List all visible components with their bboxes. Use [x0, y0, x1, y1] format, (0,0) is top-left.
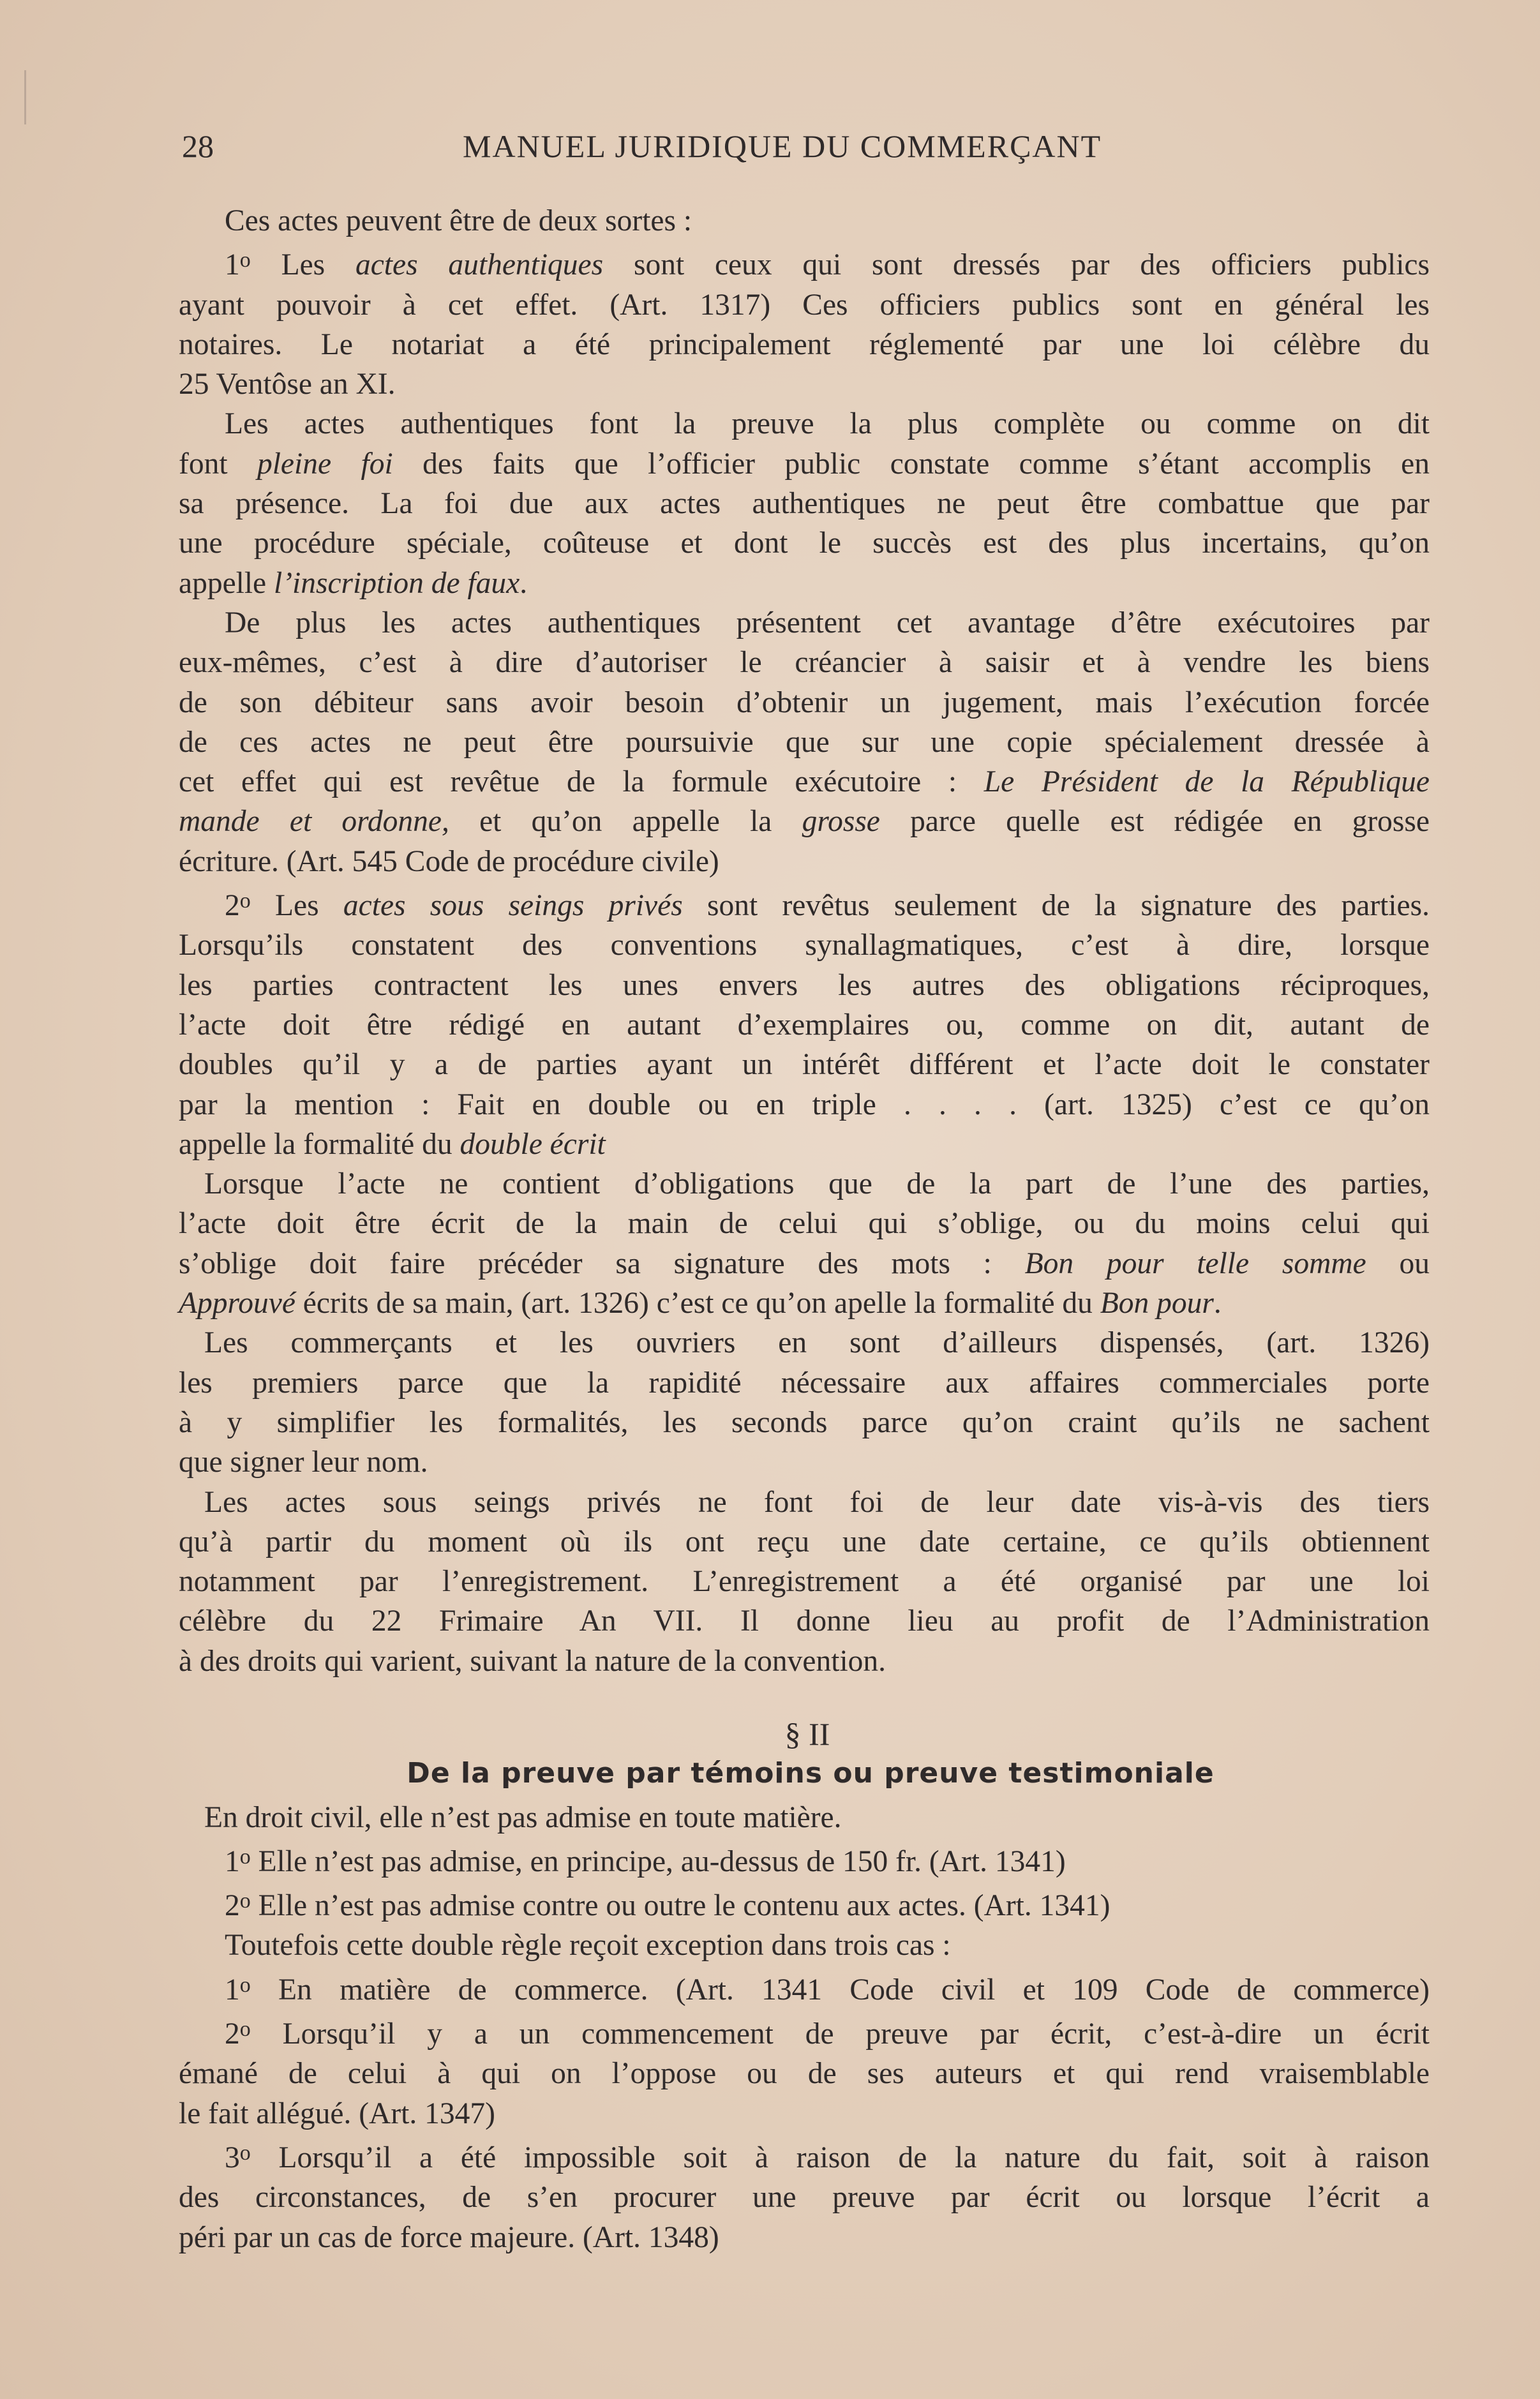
- text-line: qu’à partir du moment où ils ont reçu une date certaine, ce qu’ils obtiennent: [179, 1525, 1430, 1558]
- list-item: [179, 2010, 1430, 2134]
- text-line: les premiers parce que la rapidité nécessaire aux affaires commerciales porte: [179, 1366, 1430, 1400]
- body-text: [179, 201, 1430, 2257]
- text-line: notamment par l’enregistrement. L’enregistrement a été organisé par une loi: [179, 1565, 1430, 1599]
- paragraph-droit-civil: En droit civil, elle n’est pas admise en toute matière.: [204, 1800, 842, 1834]
- text-line: notaires. Le notariat a été principalement réglementé par une loi célèbre du: [179, 327, 1430, 361]
- paragraph-sous-seings-prives: 2$^o$ Les actes sous seings privés sont revêtus seulement de la signature des parties.: [225, 889, 1430, 923]
- text-line: Lorsque l’acte ne contient d’obligations que de la part de l’une des parties,: [204, 1167, 1430, 1201]
- text-line: émané de celui à qui on l’oppose ou de ses auteurs et qui rend vraisemblable: [179, 2057, 1430, 2091]
- text-line: Lorsqu’ils constatent des conventions synallagmatiques, c’est à dire, lorsque: [179, 929, 1430, 962]
- text-line: une procédure spéciale, coûteuse et dont le succès est des plus incertains, qu’on: [179, 527, 1430, 560]
- text-line: à des droits qui varient, suivant la nature de la convention.: [179, 1644, 886, 1678]
- paragraph-actes-authentiques: [179, 241, 1430, 404]
- text-line: des circonstances, de s’en procurer une preuve par écrit ou lorsque l’écrit a: [179, 2181, 1430, 2215]
- text-line: mande et ordonne, et qu’on appelle la grosse parce quelle est rédigée en grosse: [179, 805, 1430, 839]
- paragraph-dispenses: [179, 1323, 1430, 1482]
- text-line: 3$^o$ Lorsqu’il a été impossible soit à raison de la nature du fait, soit à raison: [225, 2141, 1430, 2174]
- text-line: de ces actes ne peut être poursuivie que sur une copie spécialement dressée à: [179, 725, 1430, 759]
- text-line: à y simplifier les formalités, les seconds parce qu’on craint qu’ils ne sachent: [179, 1405, 1430, 1439]
- text-line: que signer leur nom.: [179, 1446, 428, 1479]
- text-line: Les commerçants et les ouvriers en sont d’ailleurs dispensés, (art. 1326): [204, 1326, 1430, 1360]
- text-line: écriture. (Art. 545 Code de procédure civile): [179, 844, 719, 878]
- running-head: MANUEL JURIDIQUE DU COMMERÇANT: [463, 128, 1102, 164]
- text-line: Approuvé écrits de sa main, (art. 1326) c’est ce qu’on apelle la formalité du Bon pour.: [179, 1287, 1222, 1320]
- text-line: l’acte doit être rédigé en autant d’exemplaires ou, comme on dit, autant de: [179, 1008, 1430, 1042]
- text-line: les parties contractent les unes envers les autres des obligations réciproques,: [179, 968, 1430, 1002]
- list-item: 1$^o$ En matière de commerce. (Art. 1341 Code civil et 109 Code de commerce): [225, 1973, 1430, 2007]
- paragraph-synallagmatiques: [179, 925, 1430, 1164]
- text-line: appelle la formalité du double écrit: [179, 1127, 606, 1161]
- text-line: doubles qu’il y a de parties ayant un intérêt différent et l’acte doit le constater: [179, 1048, 1430, 1082]
- paragraph-date-certaine: [179, 1483, 1430, 1681]
- text-line: De plus les actes authentiques présentent cet avantage d’être exécutoires par: [225, 606, 1430, 639]
- text-line: 25 Ventôse an XI.: [179, 368, 396, 401]
- section-number: § II: [784, 1715, 830, 1752]
- list-item: [179, 2134, 1430, 2257]
- text-line: Les actes sous seings privés ne font foi de leur date vis-à-vis des tiers: [204, 1485, 1430, 1519]
- text-line: par la mention : Fait en double ou en triple . . . . (art. 1325) c’est ce qu’on: [179, 1087, 1430, 1121]
- text-line: eux-mêmes, c’est à dire d’autoriser le créancier à saisir et à vendre les biens: [179, 646, 1430, 680]
- text-line: cet effet qui est revêtue de la formule exécutoire : Le Président de la République: [179, 765, 1430, 799]
- paragraph-pleine-foi: [179, 404, 1430, 602]
- text-line: font pleine foi des faits que l’officier public constate comme s’étant accomplis en: [179, 447, 1430, 481]
- text-line: l’acte doit être écrit de la main de celui qui s’oblige, ou du moins celui qui: [179, 1207, 1430, 1241]
- text-line: Les actes authentiques font la preuve la plus complète ou comme on dit: [225, 407, 1430, 441]
- paragraph-intro: Ces actes peuvent être de deux sortes :: [225, 204, 692, 237]
- text-line: 2$^o$ Lorsqu’il y a un commencement de preuve par écrit, c’est-à-dire un écrit: [225, 2017, 1430, 2051]
- text-line: appelle l’inscription de faux.: [179, 566, 528, 600]
- text-line: péri par un cas de force majeure. (Art. 1348): [179, 2220, 719, 2254]
- text-line: célèbre du 22 Frimaire An VII. Il donne lieu au profit de l’Administration: [179, 1604, 1430, 1638]
- text-line: ayant pouvoir à cet effet. (Art. 1317) Ces officiers publics sont en général les: [179, 288, 1430, 322]
- page-edge-mark: [24, 70, 26, 124]
- text-line: le fait allégué. (Art. 1347): [179, 2096, 495, 2130]
- paragraph-executoires: [179, 603, 1430, 881]
- page-number: 28: [182, 128, 214, 164]
- page-header: [182, 128, 1458, 179]
- paragraph-bon-pour: [179, 1164, 1430, 1323]
- list-item: 2$^o$ Elle n’est pas admise contre ou outre le contenu aux actes. (Art. 1341): [225, 1889, 1110, 1923]
- text-line: de son débiteur sans avoir besoin d’obtenir un jugement, mais l’exécution forcée: [179, 685, 1430, 719]
- text-line: sa présence. La foi due aux actes authentiques ne peut être combattue que par: [179, 487, 1430, 521]
- text-line: s’oblige doit faire précéder sa signature des mots : Bon pour telle somme ou: [179, 1246, 1430, 1280]
- text-line: 1$^o$ Les actes authentiques sont ceux qui sont dressés par des officiers publics: [225, 248, 1430, 282]
- section-heading: De la preuve par témoins ou preuve testimoniale: [407, 1757, 1215, 1790]
- paragraph-exception: Toutefois cette double règle reçoit exception dans trois cas :: [225, 1929, 951, 1962]
- list-item: 1$^o$ Elle n’est pas admise, en principe, au-dessus de 150 fr. (Art. 1341): [225, 1844, 1066, 1878]
